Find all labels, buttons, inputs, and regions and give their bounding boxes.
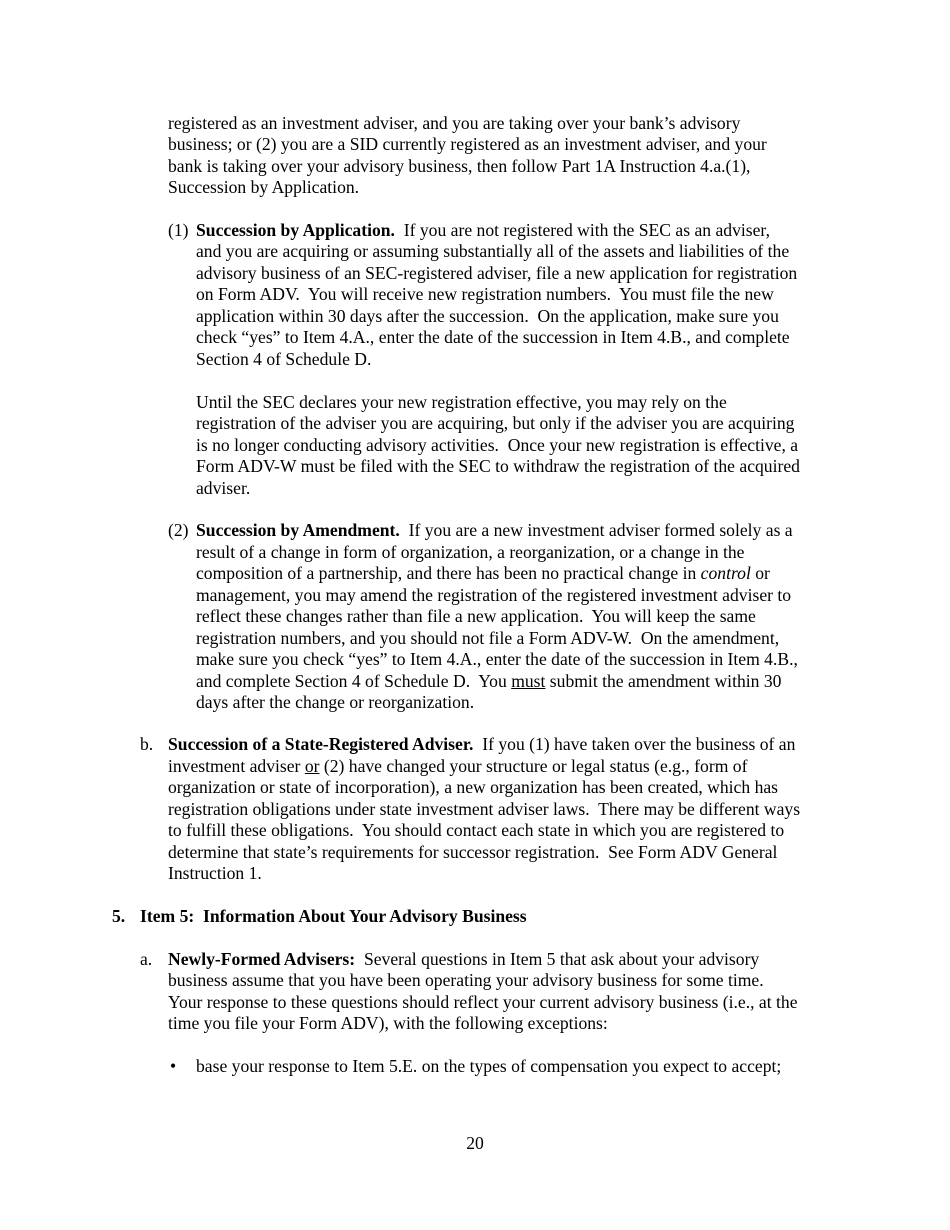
item2-line-3-pre: composition of a partnership, and there has been no practical change in — [196, 563, 701, 583]
intro-line-2: business; or (2) you are a SID currently registered as an investment adviser, and your — [168, 134, 767, 154]
item2-label: (2) — [168, 520, 189, 540]
item2-control-term: control — [700, 563, 751, 583]
section5-number — [112, 906, 125, 927]
item1-para2-line-5: adviser. — [196, 478, 251, 498]
item1-para2-line-4: Form ADV-W must be filed with the SEC to withdraw the registration of the acquired — [196, 456, 800, 476]
item-b-line-4: registration obligations under state investment adviser laws. There may be different ways — [168, 799, 801, 819]
item-b-line-5: to fulfill these obligations. You should contact each state in which you are registered to — [168, 820, 785, 840]
bullet-item-1: base your response to Item 5.E. on the types of compensation you expect to accept; — [196, 1056, 782, 1076]
item2-line-9: days after the change or reorganization. — [196, 692, 475, 712]
item2-line-3-post: or — [750, 563, 770, 583]
page-number: 20 — [466, 1133, 484, 1153]
item-b-first-line — [168, 734, 795, 755]
item-a-first-line-text: Several questions in Item 5 that ask about your advisory — [355, 949, 760, 969]
item-b-or-term: or — [304, 756, 320, 776]
item2-first-line — [196, 520, 793, 541]
item-a-title: Newly-Formed Advisers: — [168, 949, 356, 969]
item-b-line-7: Instruction 1. — [168, 863, 262, 883]
item2-must-term: must — [511, 671, 546, 691]
item1-line-7: Section 4 of Schedule D. — [196, 349, 372, 369]
item1-first-line — [196, 220, 770, 241]
intro-line-3: bank is taking over your advisory business, then follow Part 1A Instruction 4.a.(1), — [168, 156, 751, 176]
item-b-label: b. — [140, 734, 154, 754]
item2-line-8-post: submit the amendment within 30 — [545, 671, 782, 691]
item1-line-6: check “yes” to Item 4.A., enter the date of the succession in Item 4.B., and complete — [196, 327, 790, 347]
item-b-first-line-text: If you (1) have taken over the business of an — [473, 734, 796, 754]
item1-line-5: application within 30 days after the succession. On the application, make sure you — [196, 306, 779, 326]
item2-title: Succession by Amendment. — [196, 520, 400, 540]
section5-number-text: 5. — [112, 906, 126, 926]
bullet-icon: • — [170, 1056, 177, 1076]
item-b-line-6: determine that state’s requirements for successor registration. See Form ADV General — [168, 842, 778, 862]
item2-line-4: management, you may amend the registration of the registered investment adviser to — [196, 585, 792, 605]
item2-line-8-pre: and complete Section 4 of Schedule D. You — [196, 671, 512, 691]
item1-first-line-text: If you are not registered with the SEC as an adviser, — [394, 220, 770, 240]
item2-line-7: make sure you check “yes” to Item 4.A., enter the date of the succession in Item 4.B., — [196, 649, 798, 669]
intro-line-4: Succession by Application. — [168, 177, 360, 197]
item1-title: Succession by Application. — [196, 220, 395, 240]
item-a-first-line — [168, 949, 759, 970]
item2-line-2: result of a change in form of organization, a reorganization, or a change in the — [196, 542, 745, 562]
item2-line-5: reflect these changes rather than file a new application. You will keep the same — [196, 606, 756, 626]
item2-line-3 — [196, 563, 770, 584]
item-a-line-3: Your response to these questions should reflect your current advisory business (i.e., at the — [168, 992, 798, 1012]
item-b-line-2-pre: investment adviser — [168, 756, 305, 776]
item1-para2-line-1: Until the SEC declares your new registration effective, you may rely on the — [196, 392, 727, 412]
item2-line-8 — [196, 671, 781, 692]
item-b-title: Succession of a State-Registered Adviser. — [168, 734, 474, 754]
item1-line-4: on Form ADV. You will receive new registration numbers. You must file the new — [196, 284, 774, 304]
item2-first-line-text: If you are a new investment adviser formed solely as a — [399, 520, 793, 540]
item1-label: (1) — [168, 220, 189, 240]
item-a-line-4: time you file your Form ADV), with the following exceptions: — [168, 1013, 608, 1033]
item-a-label: a. — [140, 949, 153, 969]
item1-para2-line-2: registration of the adviser you are acquiring, but only if the adviser you are acquiring — [196, 413, 795, 433]
item-b-line-3: organization or state of incorporation), a new organization has been created, which has — [168, 777, 779, 797]
item-a-line-2: business assume that you have been operating your advisory business for some time. — [168, 970, 764, 990]
item1-line-3: advisory business of an SEC-registered adviser, file a new application for registration — [196, 263, 798, 283]
section5-heading — [140, 906, 527, 927]
item-b-line-2-post: (2) have changed your structure or legal status (e.g., form of — [319, 756, 748, 776]
item1-para2-line-3: is no longer conducting advisory activities. Once your new registration is effective, a — [196, 435, 799, 455]
intro-line-1: registered as an investment adviser, and you are taking over your bank’s advisory — [168, 113, 741, 133]
section5-title: Item 5: Information About Your Advisory Business — [140, 906, 527, 926]
item-b-line-2 — [168, 756, 747, 777]
item2-line-6: registration numbers, and you should not file a Form ADV-W. On the amendment, — [196, 628, 780, 648]
item1-line-2: and you are acquiring or assuming substantially all of the assets and liabilities of the — [196, 241, 790, 261]
